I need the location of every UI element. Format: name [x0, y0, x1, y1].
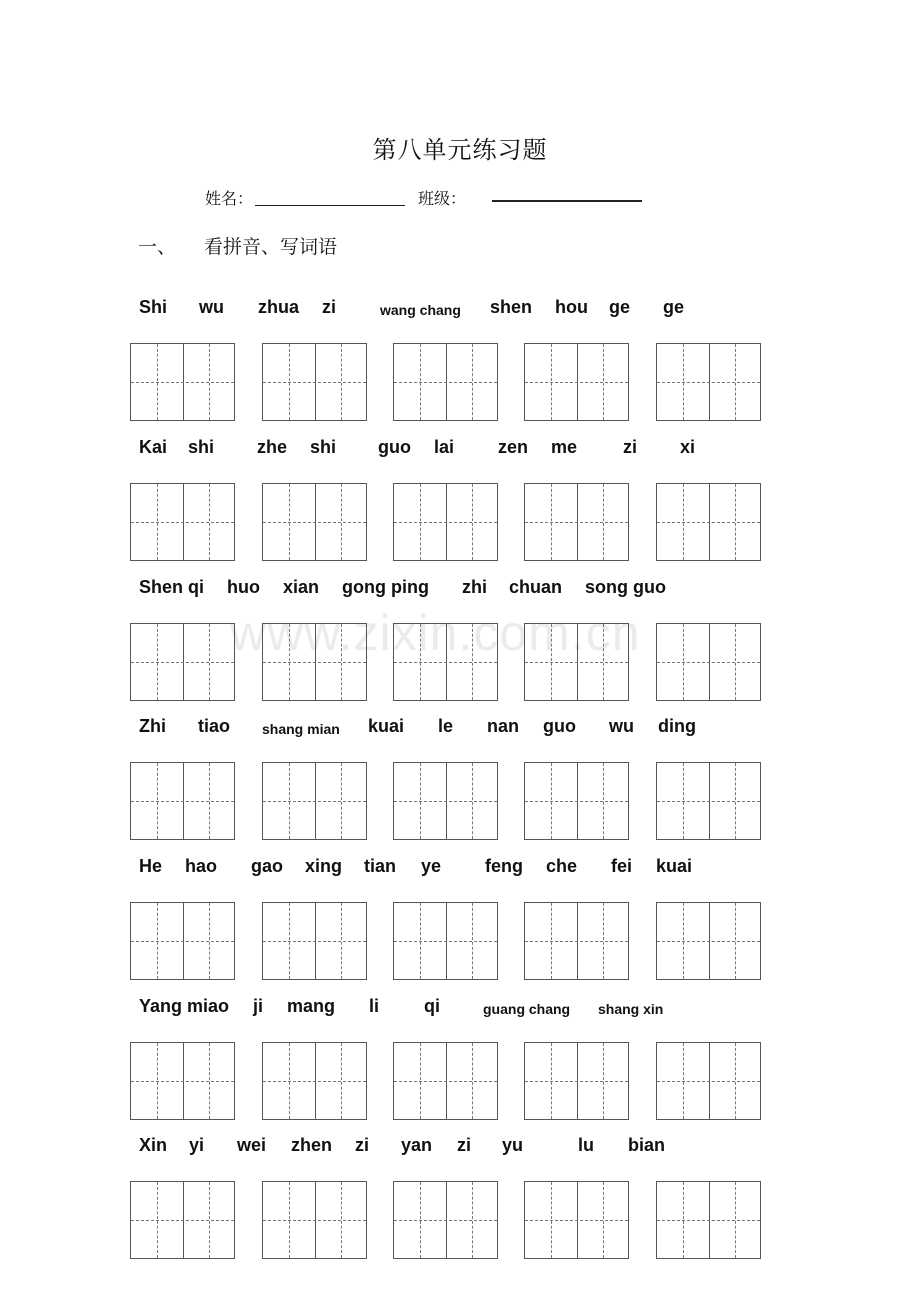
pinyin-word: shi — [188, 437, 215, 457]
writing-box[interactable] — [524, 1181, 629, 1259]
pinyin-word: chuan — [509, 577, 563, 597]
pinyin-word: gong ping — [342, 577, 429, 597]
cell-guide-line — [657, 662, 760, 663]
section-number: 一、 — [138, 236, 177, 258]
cell-guide-line — [657, 1081, 760, 1082]
pinyin-word: zi — [355, 1135, 370, 1155]
pinyin-word: li — [369, 996, 380, 1016]
watermark: www.zixin.com.cn — [230, 605, 641, 661]
writing-box[interactable] — [262, 343, 367, 421]
cell-guide-line — [394, 522, 497, 523]
pinyin-word: hao — [185, 856, 218, 876]
pinyin-word: He — [139, 856, 163, 876]
pinyin-word: xing — [305, 856, 343, 876]
pinyin-word: che — [546, 856, 578, 876]
cell-guide-line — [263, 941, 366, 942]
writing-box[interactable] — [524, 762, 629, 840]
class-blank[interactable] — [492, 200, 642, 202]
cell-guide-line — [131, 662, 234, 663]
cell-guide-line — [525, 662, 628, 663]
pinyin-word: guo — [378, 437, 411, 457]
pinyin-word: kuai — [656, 856, 693, 876]
pinyin-word: zi — [623, 437, 638, 457]
pinyin-word: gao — [251, 856, 284, 876]
writing-box[interactable] — [393, 1181, 498, 1259]
writing-grid-row — [0, 1042, 920, 1122]
cell-guide-line — [525, 1081, 628, 1082]
pinyin-word: wei — [237, 1135, 267, 1155]
cell-guide-line — [131, 1081, 234, 1082]
cell-guide-line — [263, 382, 366, 383]
pinyin-word: fei — [611, 856, 633, 876]
writing-box[interactable] — [393, 902, 498, 980]
cell-guide-line — [394, 941, 497, 942]
cell-guide-line — [394, 1220, 497, 1221]
pinyin-word: yi — [189, 1135, 205, 1155]
writing-box[interactable] — [656, 902, 761, 980]
cell-guide-line — [525, 522, 628, 523]
writing-box[interactable] — [393, 483, 498, 561]
cell-guide-line — [263, 522, 366, 523]
writing-grid-row — [0, 762, 920, 842]
pinyin-word: Shen qi — [139, 577, 205, 597]
writing-box[interactable] — [130, 1181, 235, 1259]
pinyin-row — [0, 576, 920, 606]
writing-box[interactable] — [524, 902, 629, 980]
pinyin-word: huo — [227, 577, 260, 597]
pinyin-row — [0, 436, 920, 466]
page-title: 第八单元练习题 — [372, 136, 548, 164]
writing-box[interactable] — [262, 1181, 367, 1259]
writing-box[interactable] — [656, 623, 761, 701]
cell-guide-line — [394, 662, 497, 663]
name-label: 姓名： — [205, 189, 254, 208]
writing-box[interactable] — [393, 343, 498, 421]
pinyin-word: me — [551, 437, 578, 457]
writing-box[interactable] — [656, 762, 761, 840]
pinyin-word: qi — [424, 996, 440, 1016]
cell-guide-line — [657, 1220, 760, 1221]
writing-box[interactable] — [393, 762, 498, 840]
writing-box[interactable] — [130, 1042, 235, 1120]
pinyin-word: nan — [487, 716, 520, 736]
writing-box[interactable] — [262, 762, 367, 840]
cell-guide-line — [394, 382, 497, 383]
pinyin-row — [0, 995, 920, 1025]
pinyin-word: wu — [199, 297, 224, 317]
pinyin-word: wang chang — [380, 302, 461, 318]
writing-box[interactable] — [656, 343, 761, 421]
writing-box[interactable] — [656, 1042, 761, 1120]
class-label: 班级： — [418, 189, 467, 208]
pinyin-row — [0, 296, 920, 326]
pinyin-word: zhua — [258, 297, 300, 317]
cell-guide-line — [525, 941, 628, 942]
pinyin-row — [0, 1134, 920, 1164]
pinyin-word: tian — [364, 856, 397, 876]
pinyin-row — [0, 715, 920, 745]
pinyin-word: zi — [322, 297, 337, 317]
pinyin-word: shi — [310, 437, 337, 457]
writing-box[interactable] — [524, 623, 629, 701]
writing-box[interactable] — [130, 623, 235, 701]
pinyin-word: le — [438, 716, 454, 736]
writing-grid-row — [0, 623, 920, 703]
pinyin-word: ye — [421, 856, 442, 876]
pinyin-word: song guo — [585, 577, 666, 597]
pinyin-word: Kai — [139, 437, 168, 457]
pinyin-word: ge — [609, 297, 631, 317]
pinyin-word: xian — [283, 577, 320, 597]
writing-box[interactable] — [130, 762, 235, 840]
pinyin-word: tiao — [198, 716, 231, 736]
cell-guide-line — [525, 801, 628, 802]
pinyin-word: bian — [628, 1135, 666, 1155]
pinyin-word: Shi — [139, 297, 168, 317]
writing-box[interactable] — [262, 483, 367, 561]
cell-guide-line — [131, 1220, 234, 1221]
pinyin-word: lai — [434, 437, 455, 457]
pinyin-word: ding — [658, 716, 696, 736]
cell-guide-line — [394, 801, 497, 802]
cell-guide-line — [131, 801, 234, 802]
pinyin-word: kuai — [368, 716, 405, 736]
writing-grid-row — [0, 1181, 920, 1261]
pinyin-word: yu — [502, 1135, 524, 1155]
name-blank[interactable] — [255, 205, 405, 206]
pinyin-word: yan — [401, 1135, 433, 1155]
writing-box[interactable] — [262, 902, 367, 980]
pinyin-word: Yang miao — [139, 996, 230, 1016]
cell-guide-line — [263, 1220, 366, 1221]
writing-box[interactable] — [656, 483, 761, 561]
pinyin-word: zen — [498, 437, 529, 457]
writing-box[interactable] — [130, 902, 235, 980]
pinyin-word: shang xin — [598, 1001, 664, 1017]
writing-grid-row — [0, 902, 920, 982]
writing-box[interactable] — [524, 483, 629, 561]
writing-box[interactable] — [393, 623, 498, 701]
pinyin-word: shen — [490, 297, 533, 317]
cell-guide-line — [394, 1081, 497, 1082]
cell-guide-line — [263, 1081, 366, 1082]
section-text: 看拼音、写词语 — [204, 236, 338, 258]
pinyin-word: lu — [578, 1135, 594, 1155]
cell-guide-line — [657, 801, 760, 802]
pinyin-word: feng — [485, 856, 523, 876]
writing-grid-row — [0, 483, 920, 563]
pinyin-word: Xin — [139, 1135, 168, 1155]
pinyin-word: guang chang — [483, 1001, 571, 1017]
pinyin-word: shang mian — [262, 721, 340, 737]
writing-box[interactable] — [262, 1042, 367, 1120]
pinyin-word: zhe — [257, 437, 288, 457]
pinyin-word: Zhi — [139, 716, 166, 736]
pinyin-word: zi — [457, 1135, 472, 1155]
cell-guide-line — [657, 382, 760, 383]
cell-guide-line — [131, 522, 234, 523]
cell-guide-line — [525, 1220, 628, 1221]
pinyin-row — [0, 855, 920, 885]
pinyin-word: hou — [555, 297, 588, 317]
writing-box[interactable] — [393, 1042, 498, 1120]
pinyin-word: guo — [543, 716, 576, 736]
pinyin-word: ji — [253, 996, 264, 1016]
writing-box[interactable] — [656, 1181, 761, 1259]
cell-guide-line — [263, 801, 366, 802]
cell-guide-line — [525, 382, 628, 383]
cell-guide-line — [657, 941, 760, 942]
writing-box[interactable] — [524, 1042, 629, 1120]
writing-box[interactable] — [262, 623, 367, 701]
pinyin-word: wu — [609, 716, 634, 736]
cell-guide-line — [131, 941, 234, 942]
cell-guide-line — [131, 382, 234, 383]
pinyin-word: xi — [680, 437, 696, 457]
cell-guide-line — [657, 522, 760, 523]
pinyin-word: ge — [663, 297, 685, 317]
writing-box[interactable] — [524, 343, 629, 421]
writing-box[interactable] — [130, 343, 235, 421]
writing-box[interactable] — [130, 483, 235, 561]
writing-grid-row — [0, 343, 920, 423]
pinyin-word: zhi — [462, 577, 487, 597]
pinyin-word: zhen — [291, 1135, 333, 1155]
cell-guide-line — [263, 662, 366, 663]
pinyin-word: mang — [287, 996, 336, 1016]
